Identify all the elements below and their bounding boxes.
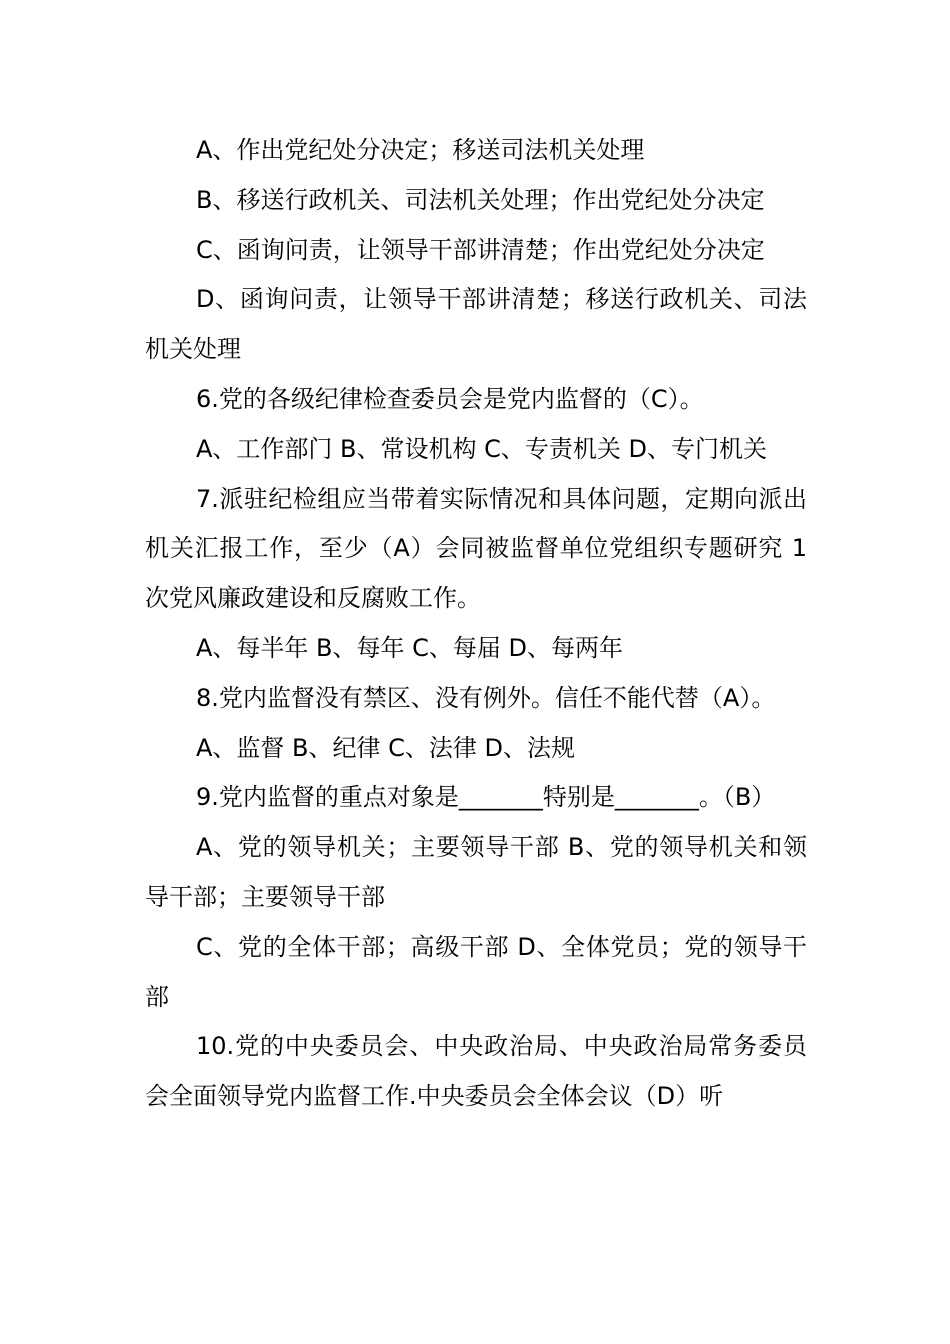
options-q8: A、监督 B、纪律 C、法律 D、法规 — [196, 733, 576, 762]
option-d-q5: D、函询问责，让领导干部讲清楚；移送行政机关、司法机关处理 — [145, 285, 807, 364]
options-q7: A、每半年 B、每年 C、每届 D、每两年 — [196, 633, 624, 662]
question-10: 10.党的中央委员会、中央政治局、中央政治局常务委员会全面领导党内监督工作.中央委员会全体会议（D）听 — [145, 1032, 807, 1111]
question-9: 9.党内监督的重点对象是_______特别是_______。（B） — [196, 783, 776, 812]
option-b-q5: B、移送行政机关、司法机关处理；作出党纪处分决定 — [196, 185, 765, 214]
question-8: 8.党内监督没有禁区、没有例外。信任不能代替（A）。 — [196, 683, 776, 712]
option-a-q5: A、作出党纪处分决定；移送司法机关处理 — [196, 136, 645, 164]
options-q9-cd: C、党的全体干部；高级干部 D、全体党员；党的领导干部 — [145, 932, 807, 1011]
question-6: 6.党的各级纪律检查委员会是党内监督的（C）。 — [196, 384, 704, 413]
options-q9-ab: A、党的领导机关；主要领导干部 B、党的领导机关和领导干部；主要领导干部 — [145, 833, 807, 911]
document-body — [145, 126, 807, 1122]
options-q6: A、工作部门 B、常设机构 C、专责机关 D、专门机关 — [196, 434, 768, 463]
option-c-q5: C、函询问责，让领导干部讲清楚；作出党纪处分决定 — [196, 235, 765, 264]
question-7: 7.派驻纪检组应当带着实际情况和具体问题，定期向派出机关汇报工作，至少（A）会同被监督单位党组织专题研究 1 次党风廉政建设和反腐败工作。 — [145, 484, 807, 613]
